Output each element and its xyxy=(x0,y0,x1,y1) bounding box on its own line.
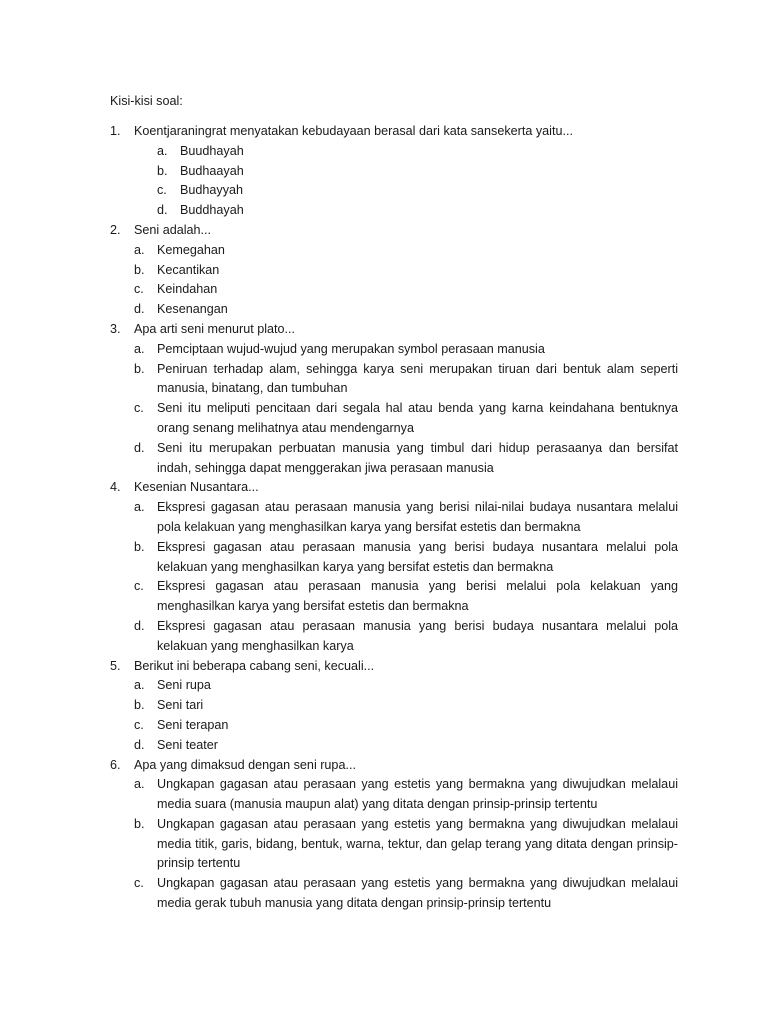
option-item xyxy=(110,676,678,696)
option-item xyxy=(110,201,678,221)
option-letter: b. xyxy=(134,539,145,554)
question-header xyxy=(110,221,678,241)
option-item xyxy=(110,498,678,538)
question-list xyxy=(110,122,678,914)
option-item xyxy=(110,340,678,360)
question-text: Seni adalah... xyxy=(134,222,212,237)
option-letter: a. xyxy=(134,678,145,693)
option-item xyxy=(110,439,678,479)
option-letter: d. xyxy=(134,302,145,317)
question-item xyxy=(110,320,678,478)
option-letter: d. xyxy=(134,440,145,455)
option-letter: c. xyxy=(134,717,144,732)
option-text: Ekspresi gagasan atau perasaan manusia yang berisi nilai-nilai budaya nusantara melalui pola kelakuan yang menghasilkan karya yang bersifat estetis dan bermakna xyxy=(157,500,678,534)
option-text: Kecantikan xyxy=(157,262,220,277)
option-text: Ekspresi gagasan atau perasaan manusia yang berisi budaya nusantara melalui pola kelakuan yang menghasilkan karya yang bersifat estetis dan bermakna xyxy=(157,539,678,574)
option-letter: b. xyxy=(134,361,145,376)
question-number: 5. xyxy=(110,658,121,673)
option-item xyxy=(110,142,678,162)
question-header xyxy=(110,122,678,142)
option-letter: c. xyxy=(134,401,144,416)
option-text: Budhayyah xyxy=(180,183,244,198)
option-list xyxy=(110,340,678,479)
option-letter: b. xyxy=(134,816,145,831)
option-item xyxy=(110,241,678,261)
document-heading: Kisi-kisi soal: xyxy=(110,94,183,108)
option-text: Seni tari xyxy=(157,698,204,713)
question-text: Kesenian Nusantara... xyxy=(134,480,259,495)
question-item xyxy=(110,657,678,756)
option-text: Buddhayah xyxy=(180,203,244,218)
option-text: Seni rupa xyxy=(157,678,211,693)
option-item xyxy=(110,696,678,716)
option-text: Pemciptaan wujud-wujud yang merupakan symbol perasaan manusia xyxy=(157,341,545,356)
option-text: Seni teater xyxy=(157,737,218,752)
option-text: Kemegahan xyxy=(157,242,225,257)
question-item xyxy=(110,122,678,221)
option-letter: d. xyxy=(157,203,168,218)
question-text: Koentjaraningrat menyatakan kebudayaan berasal dari kata sansekerta yaitu... xyxy=(134,124,573,138)
question-header xyxy=(110,478,678,498)
option-text: Seni terapan xyxy=(157,717,229,732)
option-item xyxy=(110,280,678,300)
option-letter: b. xyxy=(134,262,145,277)
option-letter: b. xyxy=(157,163,168,178)
option-text: Ungkapan gagasan atau perasaan yang estetis yang bermakna yang diwujudkan melalaui media gerak tubuh manusia yang ditata dengan prinsip-prinsip tertentu xyxy=(157,876,678,911)
option-item xyxy=(110,181,678,201)
option-letter: d. xyxy=(134,737,145,752)
option-item xyxy=(110,577,678,617)
option-letter: c. xyxy=(134,579,144,594)
option-item xyxy=(110,162,678,182)
option-item xyxy=(110,538,678,578)
question-header xyxy=(110,657,678,677)
option-list xyxy=(110,142,678,221)
option-text: Ungkapan gagasan atau perasaan yang estetis yang bermakna yang diwujudkan melalaui media suara (manusia maupun alat) yang ditata dengan prinsip-prinsip tertentu xyxy=(157,777,678,812)
option-letter: d. xyxy=(134,618,145,633)
question-item xyxy=(110,756,678,914)
option-list xyxy=(110,775,678,914)
option-list xyxy=(110,498,678,656)
question-text: Apa arti seni menurut plato... xyxy=(134,321,296,336)
option-letter: a. xyxy=(134,500,145,515)
question-item xyxy=(110,478,678,656)
question-number: 4. xyxy=(110,480,121,495)
option-item xyxy=(110,815,678,874)
option-letter: b. xyxy=(134,698,145,713)
question-header xyxy=(110,320,678,340)
option-letter: a. xyxy=(134,777,145,792)
question-text: Berikut ini beberapa cabang seni, kecuali... xyxy=(134,658,375,673)
option-text: Ekspresi gagasan atau perasaan manusia yang berisi melalui pola kelakuan yang menghasilkan karya yang bersifat estetis dan bermakna xyxy=(157,579,678,614)
option-letter: a. xyxy=(134,341,145,356)
option-letter: a. xyxy=(134,242,145,257)
option-item xyxy=(110,300,678,320)
option-text: Buudhayah xyxy=(180,143,244,158)
option-item xyxy=(110,399,678,439)
option-text: Budhaayah xyxy=(180,163,244,178)
option-letter: a. xyxy=(157,143,168,158)
question-number: 1. xyxy=(110,124,121,138)
option-item xyxy=(110,716,678,736)
option-item xyxy=(110,617,678,657)
option-text: Ungkapan gagasan atau perasaan yang estetis yang bermakna yang diwujudkan melalaui media titik, garis, bidang, bentuk, warna, tektur, dan gelap terang yang ditata dengan prinsip-prinsip tertentu xyxy=(157,816,678,871)
option-letter: c. xyxy=(134,876,144,891)
question-number: 6. xyxy=(110,757,121,772)
option-letter: c. xyxy=(134,282,144,297)
option-text: Ekspresi gagasan atau perasaan manusia yang berisi budaya nusantara melalui pola kelakuan yang menghasilkan karya xyxy=(157,618,678,653)
option-list xyxy=(110,241,678,320)
question-item xyxy=(110,221,678,320)
option-item xyxy=(110,261,678,281)
question-number: 3. xyxy=(110,321,121,336)
option-text: Kesenangan xyxy=(157,302,228,317)
option-text: Seni itu merupakan perbuatan manusia yang timbul dari hidup perasaanya dan bersifat indah, sehingga dapat menggerakan jiwa perasaan manusia xyxy=(157,440,678,475)
question-text: Apa yang dimaksud dengan seni rupa... xyxy=(134,757,356,772)
option-list xyxy=(110,676,678,755)
option-item xyxy=(110,736,678,756)
option-text: Peniruan terhadap alam, sehingga karya seni merupakan tiruan dari bentuk alam seperti manusia, binatang, dan tumbuhan xyxy=(157,361,678,396)
option-text: Seni itu meliputi pencitaan dari segala hal atau benda yang karna keindahana bentuknya orang senang melihatnya atau mendengarnya xyxy=(157,401,678,435)
option-item xyxy=(110,360,678,400)
question-number: 2. xyxy=(110,222,121,237)
option-item xyxy=(110,775,678,815)
option-letter: c. xyxy=(157,183,167,198)
option-text: Keindahan xyxy=(157,282,218,297)
question-header xyxy=(110,756,678,776)
option-item xyxy=(110,874,678,914)
